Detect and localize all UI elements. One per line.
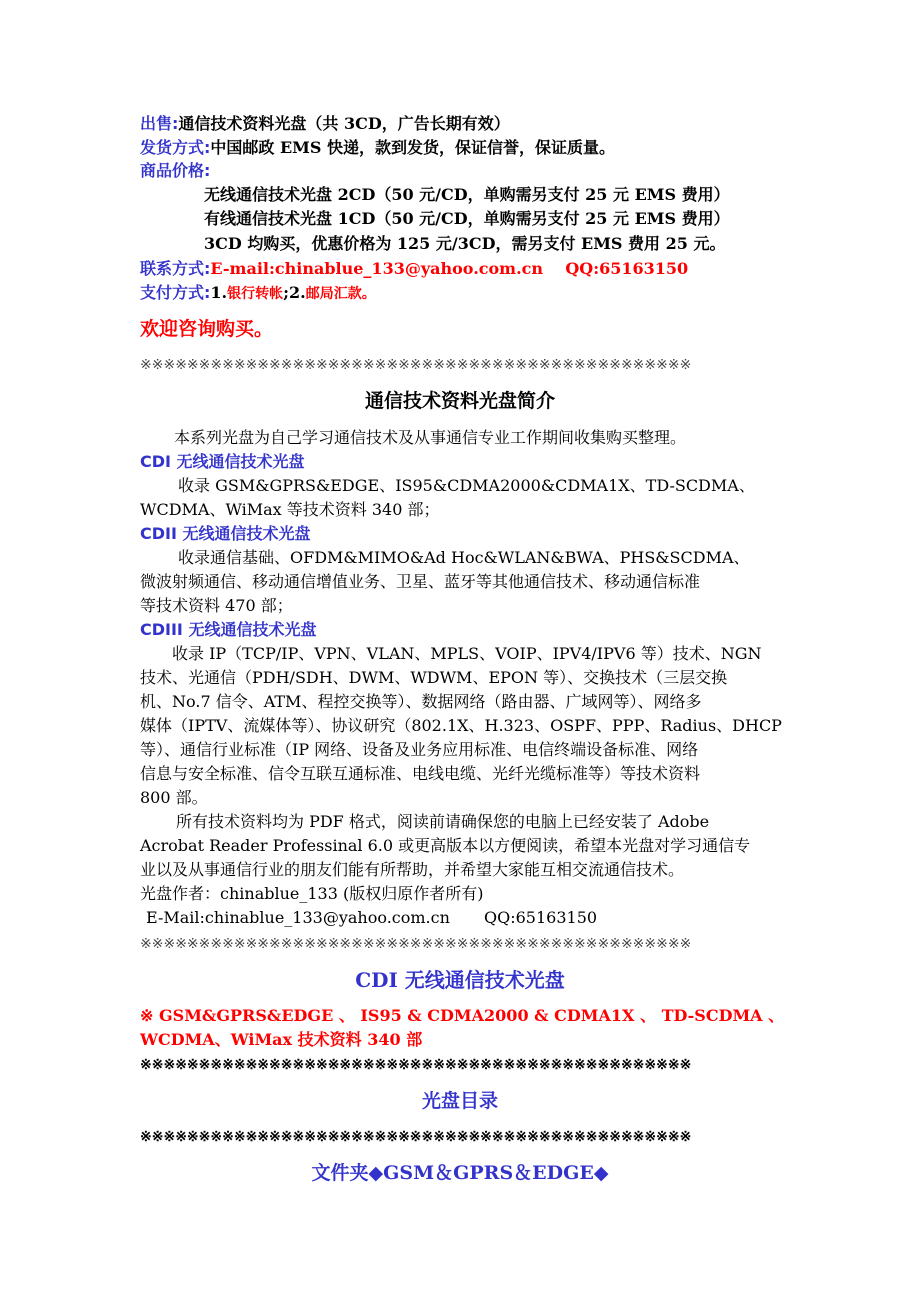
pdf-line-2: Acrobat Reader Professinal 6.0 或更高版本以方便阅读，希望本光盘对学习通信专 — [140, 836, 751, 855]
shipping-text: 中国邮政 EMS 快递，款到发货，保证信誉，保证质量。 — [210, 138, 616, 157]
shipping-label: 发货方式: — [140, 138, 211, 157]
payment-method-1: 银行转帐 — [227, 286, 284, 302]
cdi-red-line-1: ※ GSM&GPRS&EDGE 、 IS95 & CDMA2000 & CDMA1X 、 TD-SCDMA 、 — [140, 1006, 785, 1025]
author-qq: QQ:65163150 — [484, 908, 598, 927]
author-line: 光盘作者：chinablue_133 (版权归原作者所有) — [140, 884, 484, 903]
payment-num-1: 1. — [210, 283, 228, 302]
cd3-line-5: 等）、通信行业标准（IP 网络、设备及业务应用标准、电信终端设备标准、网络 — [140, 740, 699, 759]
sale-text: 通信技术资料光盘（共 3CD，广告长期有效） — [178, 114, 510, 133]
payment-sep: ;2. — [283, 283, 306, 302]
contact-line — [140, 258, 688, 280]
sale-label: 出售: — [140, 114, 179, 133]
price-line — [140, 160, 210, 182]
cd3-line-1: 收录 IP（TCP/IP、VPN、VLAN、MPLS、VOIP、IPV4/IPV6 等）技术、NGN — [172, 644, 762, 663]
divider-2: ※※※※※※※※※※※※※※※※※※※※※※※※※※※※※※※※※※※※※※※※※※※※※※※ — [140, 936, 692, 952]
author-email[interactable]: E-Mail:chinablue_133@yahoo.com.cn — [146, 908, 450, 927]
cdi-title: CDI 无线通信技术光盘 — [355, 968, 565, 992]
pdf-line-1: 所有技术资料均为 PDF 格式，阅读前请确保您的电脑上已经安装了 Adobe — [176, 812, 710, 831]
cd3-line-2: 技术、光通信（PDH/SDH、DWM、WDWM、EPON 等）、交换技术（三层交换 — [140, 668, 728, 687]
cd3-line-4: 媒体（IPTV、流媒体等）、协议研究（802.1X、H.323、OSPF、PPP、Radius、DHCP — [140, 716, 782, 735]
payment-line — [140, 282, 376, 305]
price-label: 商品价格: — [140, 161, 211, 180]
divider-3: ※※※※※※※※※※※※※※※※※※※※※※※※※※※※※※※※※※※※※※※※※※※※※※※ — [140, 1057, 692, 1073]
price-item-3: 3CD 均购买，优惠价格为 125 元/3CD，需另支付 EMS 费用 25 元。 — [204, 234, 726, 253]
divider-1: ※※※※※※※※※※※※※※※※※※※※※※※※※※※※※※※※※※※※※※※※※※※※※※※ — [140, 357, 692, 373]
cd3-line-7: 800 部。 — [140, 788, 208, 807]
sale-line — [140, 113, 510, 135]
contact-text[interactable]: E-mail:chinablue_133@yahoo.com.cn QQ:65163150 — [210, 259, 689, 278]
shipping-line — [140, 137, 615, 159]
cd3-line-3: 机、No.7 信令、ATM、程控交换等）、数据网络（路由器、广域网等）、网络多 — [140, 692, 702, 711]
cd2-heading: CDII 无线通信技术光盘 — [140, 524, 311, 543]
cd1-heading: CDI 无线通信技术光盘 — [140, 452, 305, 471]
contact-label: 联系方式: — [140, 259, 211, 278]
cd1-line-1: 收录 GSM&GPRS&EDGE、IS95&CDMA2000&CDMA1X、TD-SCDMA、 — [178, 476, 755, 495]
cd3-heading: CDIII 无线通信技术光盘 — [140, 620, 317, 639]
price-item-1: 无线通信技术光盘 2CD（50 元/CD，单购需另支付 25 元 EMS 费用） — [204, 185, 730, 204]
pdf-line-3: 业以及从事通信行业的朋友们能有所帮助，并希望大家能互相交流通信技术。 — [140, 860, 685, 879]
intro-paragraph: 本系列光盘为自己学习通信技术及从事通信专业工作期间收集购买整理。 — [174, 428, 687, 447]
cd2-line-1: 收录通信基础、OFDM&MIMO&Ad Hoc&WLAN&BWA、PHS&SCDMA、 — [178, 548, 750, 567]
price-item-2: 有线通信技术光盘 1CD（50 元/CD，单购需另支付 25 元 EMS 费用） — [204, 209, 730, 228]
welcome-text: 欢迎咨询购买。 — [140, 318, 274, 340]
catalog-folder-heading: 文件夹◆GSM＆GPRS＆EDGE◆ — [311, 1162, 609, 1184]
intro-title: 通信技术资料光盘简介 — [364, 390, 555, 412]
cd3-line-6: 信息与安全标准、信令互联互通标准、电线电缆、光纤光缆标准等）等技术资料 — [140, 764, 701, 783]
cd2-line-2: 微波射频通信、移动通信增值业务、卫星、蓝牙等其他通信技术、移动通信标准 — [140, 572, 701, 591]
payment-method-2: 邮局汇款。 — [305, 286, 376, 302]
cdi-red-line-2: WCDMA、WiMax 技术资料 340 部 — [140, 1030, 423, 1049]
divider-4: ※※※※※※※※※※※※※※※※※※※※※※※※※※※※※※※※※※※※※※※※※※※※※※※ — [140, 1129, 692, 1145]
cd1-line-2: WCDMA、WiMax 等技术资料 340 部； — [140, 500, 440, 519]
cd2-line-3: 等技术资料 470 部； — [140, 596, 293, 615]
catalog-title: 光盘目录 — [421, 1090, 498, 1112]
payment-label: 支付方式: — [140, 283, 211, 302]
